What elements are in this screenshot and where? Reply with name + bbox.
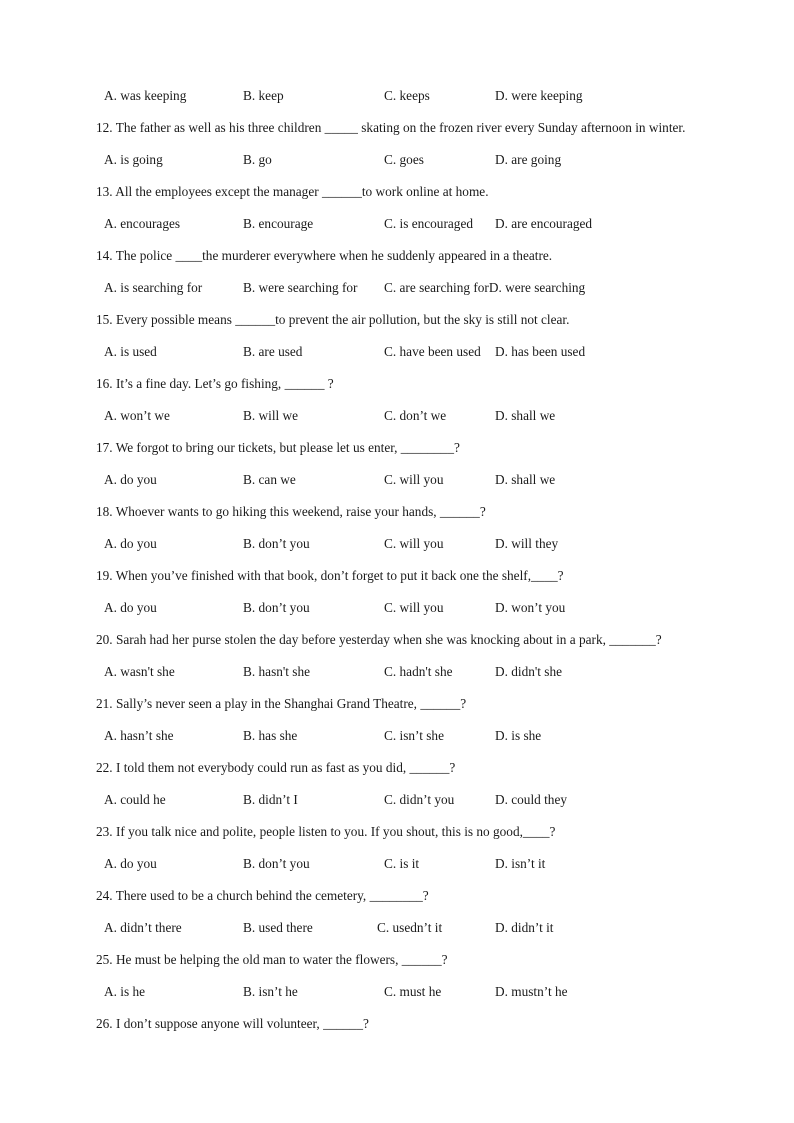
options-row-12 — [0, 151, 794, 169]
option-b: B. don’t you — [243, 856, 310, 871]
option-b: B. didn’t I — [243, 792, 298, 807]
option-d: D. were keeping — [495, 88, 583, 103]
option-c: C. isn’t she — [384, 728, 444, 743]
options-row-25 — [0, 983, 794, 1001]
question-17: 17. We forgot to bring our tickets, but please let us enter, ________? — [96, 440, 460, 455]
options-row-18 — [0, 535, 794, 553]
option-a: A. do you — [104, 536, 157, 551]
option-d: D. could they — [495, 792, 568, 807]
option-c: C. is encouraged — [384, 216, 473, 231]
question-14: 14. The police ____the murderer everywhere when he suddenly appeared in a theatre. — [96, 248, 553, 263]
question-22: 22. I told them not everybody could run as fast as you did, ______? — [96, 760, 456, 775]
options-row-21 — [0, 727, 794, 745]
question-24: 24. There used to be a church behind the cemetery, ________? — [96, 888, 429, 903]
option-c: C. must he — [384, 984, 442, 999]
options-row-16 — [0, 407, 794, 425]
options-row-19 — [0, 599, 794, 617]
option-d: D. shall we — [495, 408, 556, 423]
option-c: C. is it — [384, 856, 420, 871]
question-20: 20. Sarah had her purse stolen the day before yesterday when she was knocking about in a park, _______? — [96, 632, 662, 647]
option-a: A. is he — [104, 984, 145, 999]
option-a: A. is used — [104, 344, 157, 359]
question-23: 23. If you talk nice and polite, people listen to you. If you shout, this is no good,____? — [96, 824, 556, 839]
option-b: B. isn’t he — [243, 984, 298, 999]
option-c: C. keeps — [384, 88, 430, 103]
option-a: A. do you — [104, 856, 157, 871]
option-a: A. was keeping — [104, 88, 187, 103]
options-row-20 — [0, 663, 794, 681]
option-c: C. usedn’t it — [377, 920, 443, 935]
question-13: 13. All the employees except the manager ______to work online at home. — [96, 184, 489, 199]
question-15: 15. Every possible means ______to prevent the air pollution, but the sky is still not clear. — [96, 312, 570, 327]
option-b: B. go — [243, 152, 272, 167]
option-c: C. hadn't she — [384, 664, 453, 679]
option-c: C. goes — [384, 152, 424, 167]
option-c: C. have been used — [384, 344, 481, 359]
option-a: A. could he — [104, 792, 166, 807]
option-a: A. hasn’t she — [104, 728, 174, 743]
option-d: D. didn’t it — [495, 920, 554, 935]
option-b: B. were searching for — [243, 280, 358, 295]
option-b: B. don’t you — [243, 600, 310, 615]
option-c: C. will you — [384, 600, 444, 615]
option-b: B. don’t you — [243, 536, 310, 551]
option-c: C. don’t we — [384, 408, 447, 423]
options-row-14 — [0, 279, 794, 297]
option-d: D. will they — [495, 536, 559, 551]
option-c: C. are searching forD. were searching — [384, 280, 586, 295]
options-row-15 — [0, 343, 794, 361]
options-row-13 — [0, 215, 794, 233]
question-12: 12. The father as well as his three children _____ skating on the frozen river every Sunday afternoon in winter. — [96, 120, 686, 135]
option-b: B. has she — [243, 728, 298, 743]
question-21: 21. Sally’s never seen a play in the Shanghai Grand Theatre, ______? — [96, 696, 467, 711]
option-a: A. do you — [104, 472, 157, 487]
option-d: D. has been used — [495, 344, 586, 359]
option-b: B. keep — [243, 88, 284, 103]
options-row-11 — [0, 87, 794, 105]
option-d: D. shall we — [495, 472, 556, 487]
option-d: D. won’t you — [495, 600, 566, 615]
option-d: D. mustn’t he — [495, 984, 568, 999]
options-row-22 — [0, 791, 794, 809]
options-row-23 — [0, 855, 794, 873]
option-d: D. are encouraged — [495, 216, 593, 231]
option-a: A. won’t we — [104, 408, 170, 423]
option-a: A. encourages — [104, 216, 181, 231]
option-a: A. wasn't she — [104, 664, 175, 679]
question-26: 26. I don’t suppose anyone will volunteer, ______? — [96, 1016, 369, 1031]
question-18: 18. Whoever wants to go hiking this weekend, raise your hands, ______? — [96, 504, 486, 519]
option-c: C. will you — [384, 536, 444, 551]
option-a: A. is searching for — [104, 280, 203, 295]
options-row-17 — [0, 471, 794, 489]
options-row-24 — [0, 919, 794, 937]
option-a: A. do you — [104, 600, 157, 615]
option-d: D. is she — [495, 728, 542, 743]
option-b: B. will we — [243, 408, 299, 423]
option-b: B. encourage — [243, 216, 314, 231]
option-b: B. used there — [243, 920, 313, 935]
option-d: D. isn’t it — [495, 856, 546, 871]
option-d: D. didn't she — [495, 664, 563, 679]
option-d: D. are going — [495, 152, 562, 167]
question-19: 19. When you’ve finished with that book, don’t forget to put it back one the shelf,____? — [96, 568, 564, 583]
option-a: A. didn’t there — [104, 920, 182, 935]
question-25: 25. He must be helping the old man to water the flowers, ______? — [96, 952, 448, 967]
option-b: B. are used — [243, 344, 303, 359]
question-16: 16. It’s a fine day. Let’s go fishing, ______ ? — [96, 376, 334, 391]
option-b: B. can we — [243, 472, 296, 487]
option-c: C. will you — [384, 472, 444, 487]
option-c: C. didn’t you — [384, 792, 455, 807]
option-b: B. hasn't she — [243, 664, 311, 679]
option-a: A. is going — [104, 152, 163, 167]
